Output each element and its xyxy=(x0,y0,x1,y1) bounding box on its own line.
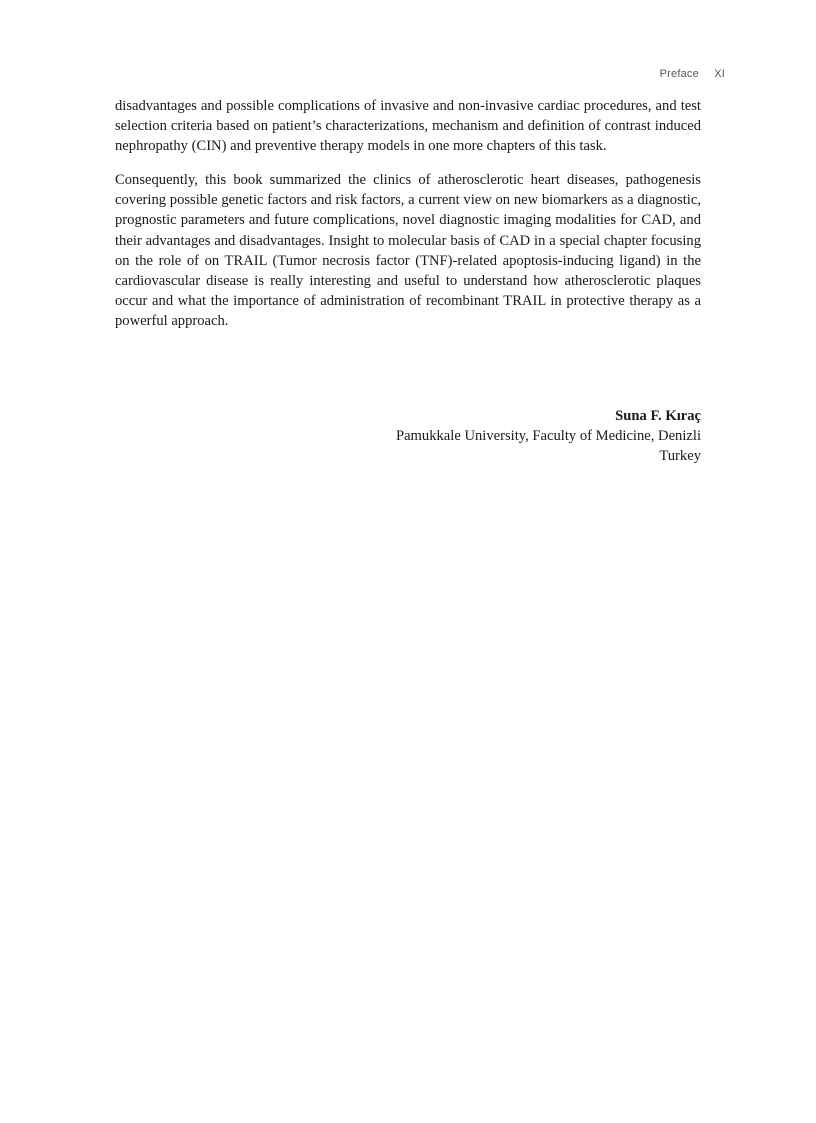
paragraph: disadvantages and possible complications of invasive and non-invasive cardiac procedures, and test selection criteria based on patient’s characterizations, mechanism and definition of contrast induced nephropathy (CIN) and preventive therapy models in one more chapters of this task. xyxy=(115,98,701,155)
paragraph: Consequently, this book summarized the clinics of atherosclerotic heart diseases, pathogenesis covering possible genetic factors and risk factors, a current view on new biomarkers as a diagnostic, prognostic parameters and future complications, novel diagnostic imaging modalities for CAD, and their advantages and disadvantages. Insight to molecular basis of CAD in a special chapter focusing on the role of on TRAIL (Tumor necrosis factor (TNF)-related apoptosis-inducing ligand) in the cardiovascular disease is really interesting and useful to understand how atherosclerotic plaques occur and what the importance of administration of recombinant TRAIL in protective therapy as a powerful approach. xyxy=(115,172,701,329)
author-affiliation: Pamukkale University, Faculty of Medicine, Denizli xyxy=(395,428,701,445)
signature-block xyxy=(396,406,701,466)
running-header xyxy=(660,68,725,80)
body-text xyxy=(115,96,701,345)
page-number: XI xyxy=(714,68,725,80)
author-country: Turkey xyxy=(659,448,701,465)
header-section-title: Preface xyxy=(659,68,699,80)
author-name: Suna F. Kıraç xyxy=(615,408,701,424)
